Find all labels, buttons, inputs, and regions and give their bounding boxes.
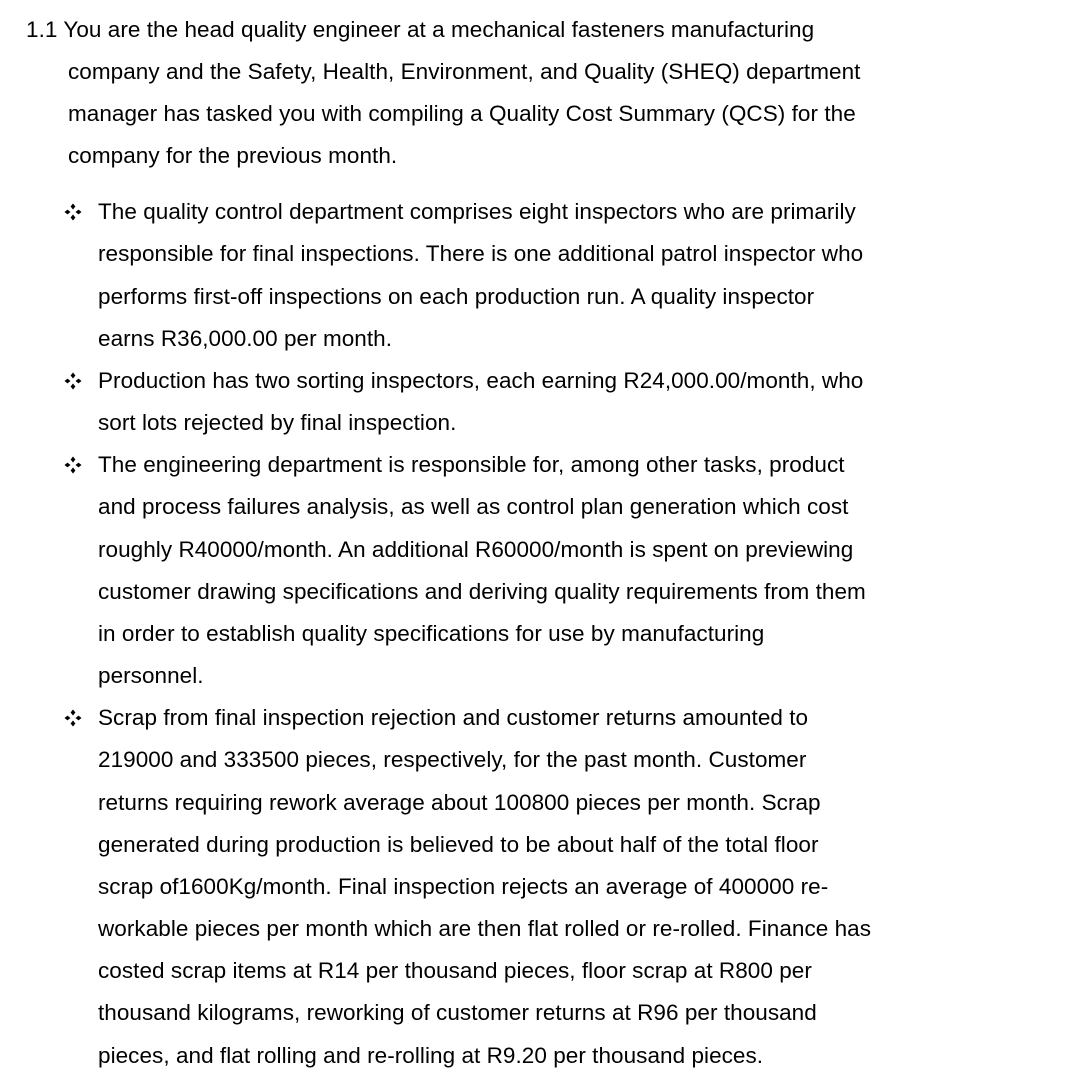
bullet-3-line-6: personnel. xyxy=(98,663,204,688)
bullet-3-line-5: in order to establish quality specifications for use by manufacturing xyxy=(98,621,765,646)
bullet-4-line-7: costed scrap items at R14 per thousand pieces, floor scrap at R800 per xyxy=(98,958,812,983)
bullet-1-line-2: responsible for final inspections. There is one additional patrol inspector who xyxy=(98,241,864,266)
bullet-1-line-4: earns R36,000.00 per month. xyxy=(98,326,393,351)
bullet-4-line-4: generated during production is believed to be about half of the total floor xyxy=(98,832,819,857)
bullet-4-line-2: 219000 and 333500 pieces, respectively, for the past month. Customer xyxy=(98,747,807,772)
bullet-4-line-1: Scrap from final inspection rejection and customer returns amounted to xyxy=(98,705,809,730)
bullet-4-line-6: workable pieces per month which are then flat rolled or re-rolled. Finance has xyxy=(98,916,872,941)
bullet-3-line-2: and process failures analysis, as well as control plan generation which cost xyxy=(98,494,849,519)
bullet-4-line-5: scrap of1600Kg/month. Final inspection rejects an average of 400000 re- xyxy=(98,874,829,899)
bullet-4-line-3: returns requiring rework average about 100800 pieces per month. Scrap xyxy=(98,790,821,815)
question-intro-line-3: manager has tasked you with compiling a Quality Cost Summary (QCS) for the xyxy=(68,101,856,126)
bullet-2-line-2: sort lots rejected by final inspection. xyxy=(98,410,457,435)
four-diamond-bullet-icon xyxy=(64,709,82,727)
question-number: 1.1 xyxy=(26,17,58,42)
four-diamond-bullet-icon xyxy=(64,372,82,390)
bullet-3-line-1: The engineering department is responsible for, among other tasks, product xyxy=(98,452,845,477)
bullet-1-line-3: performs first-off inspections on each production run. A quality inspector xyxy=(98,284,815,309)
four-diamond-bullet-icon xyxy=(64,203,82,221)
question-intro-line-2: company and the Safety, Health, Environment, and Quality (SHEQ) department xyxy=(68,59,861,84)
question-intro-line-1: 1.1 You are the head quality engineer at a mechanical fasteners manufacturing xyxy=(26,17,815,42)
bullet-4-line-8: thousand kilograms, reworking of customer returns at R96 per thousand xyxy=(98,1000,817,1025)
bullet-1-line-1: The quality control department comprises eight inspectors who are primarily xyxy=(98,199,856,224)
question-intro-line-4: company for the previous month. xyxy=(68,143,398,168)
bullet-4-line-9: pieces, and flat rolling and re-rolling at R9.20 per thousand pieces. xyxy=(98,1043,764,1068)
bullet-2-line-1: Production has two sorting inspectors, each earning R24,000.00/month, who xyxy=(98,368,864,393)
four-diamond-bullet-icon xyxy=(64,456,82,474)
bullet-3-line-4: customer drawing specifications and deriving quality requirements from them xyxy=(98,579,866,604)
bullet-3-line-3: roughly R40000/month. An additional R60000/month is spent on previewing xyxy=(98,537,854,562)
